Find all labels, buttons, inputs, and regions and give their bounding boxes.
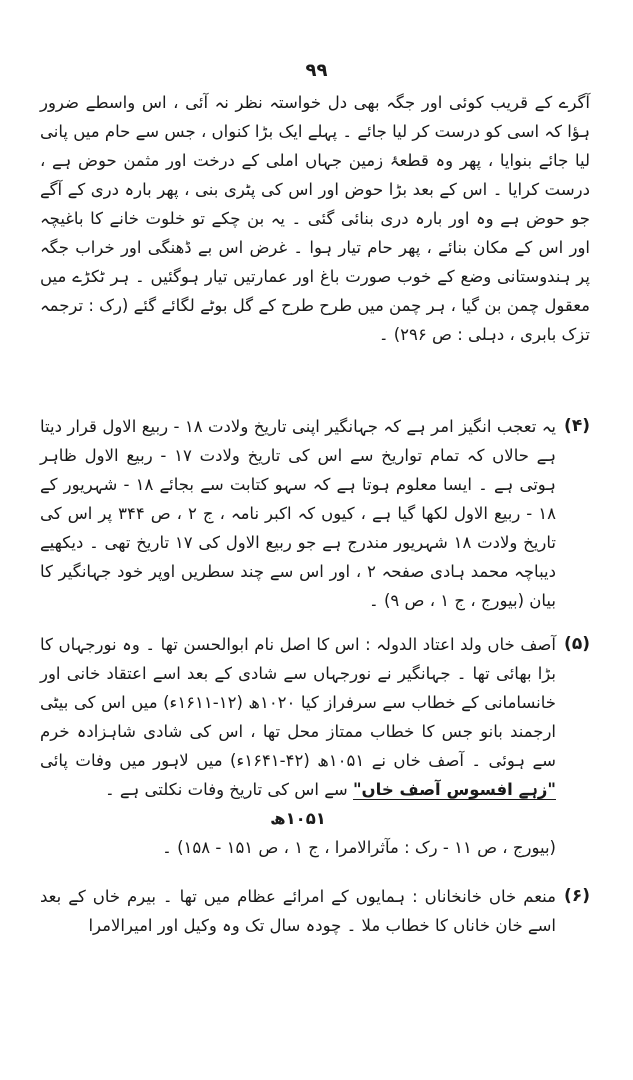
footnote-6 [40, 882, 590, 940]
footnote-number: (۵) [564, 634, 590, 654]
footnote-number: (۴) [564, 416, 590, 436]
intro-paragraph [40, 88, 590, 349]
page-number: ۹۹ [305, 60, 328, 81]
chronogram: "زہے افسوس آصف خاں" [352, 780, 556, 799]
footnote-text: منعم خاں خانخاناں : ہمایوں کے امرائے عظام میں تھا ۔ بیرم خاں کے بعد اسے خان خاناں کا خطاب ملا ۔ چودہ سال تک وہ وکیل اور امیرالامرا [40, 887, 556, 935]
footnote-4 [40, 412, 590, 615]
footnote-reference: (بیورج ، ص ۱۱ - رک : مآثرالامرا ، ج ۱ ، ص ۱۵۱ - ۱۵۸) ۔ [162, 838, 556, 857]
footnote-5 [40, 630, 590, 862]
footnote-text-continued: سے اس کی تاریخ وفات نکلتی ہے ۔ [105, 780, 348, 799]
intro-text: آگرے کے قریب کوئی اور جگہ بھی دل خواستہ نظر نہ آئی ، اس واسطے ضرور ہؤا کہ اسی کو درست کر لیا جائے ۔ پہلے ایک بڑا کنواں ، جس سے حام میں پانی لیا جائے بنوایا ، پھر وہ قطعۂ زمین جہاں املی کے درخت اور مثمن حوض ہے ، درست کرایا ۔ اس کے بعد بڑا حوض اور اس کی پٹری بنی ، پھر بارہ دری کے آگے جو حوض ہے وہ اور بارہ دری بنائی گئی ۔ یہ بن چکے تو خلوت خانے کا باغیچہ اور اس کے مکان بنائے ، پھر حام تیار ہوا ۔ غرض اس بے ڈھنگی اور خراب جگہ پر ہندوستانی وضع کے خوب صورت باغ اور عمارتیں تیار ہوگئیں ۔ ہر ٹکڑے میں معقول چمن بن گیا ، ہر چمن میں طرح طرح کے گل بوٹے لگائے گئے (رک : ترجمہ تزک بابری ، دہلی : ص ۲۹۶) ۔ [40, 93, 590, 344]
footnote-text: یہ تعجب انگیز امر ہے کہ جہانگیر اپنی تاریخ ولادت ۱۸ - ربیع الاول قرار دیتا ہے حالاں کہ تمام تواریخ سے اس کی تاریخ ولادت ۱۷ - ربیع الاول ظاہر ہوتی ہے ۔ ایسا معلوم ہوتا ہے کہ سہو کتابت سے بجائے ۱۸ - شہریور کے ۱۸ - ربیع الاول لکھا گیا ہے ، کیوں کہ اکبر نامہ ، ج ۲ ، ص ۳۴۴ پر اس کی تاریخ ولادت ۱۸ شہریور مندرج ہے جو ربیع الاول کی ۱۷ تاریخ تھی ۔ دیکھیے دیباچہ محمد ہادی صفحہ ۲ ، اور اس سے چند سطریں اوپر خود جہانگیر کا بیان (بیورج ، ج ۱ ، ص ۹) ۔ [40, 417, 557, 610]
chronogram-year: ۱۰۵۱ھ [270, 809, 326, 828]
footnote-number: (۶) [564, 886, 590, 906]
footnote-text: آصف خاں ولد اعتاد الدولہ : اس کا اصل نام ابوالحسن تھا ۔ وہ نورجہاں کا بڑا بھائی تھا ۔ جہانگیر نے نورجہاں سے شادی کے بعد اسے اعتقاد خانی اور خانسامانی کے خطاب سے سرفراز کیا ۱۰۲۰ھ (۱۲-۱۶۱۱ء) میں اس کی بیٹی ارجمند بانو جس کا خطاب ممتاز محل تھا ، اس کی شادی شاہزادہ خرم سے ہوئی ۔ آصف خاں نے ۱۰۵۱ھ (۴۲-۱۶۴۱ء) میں لاہور میں وفات پائی [40, 635, 556, 770]
